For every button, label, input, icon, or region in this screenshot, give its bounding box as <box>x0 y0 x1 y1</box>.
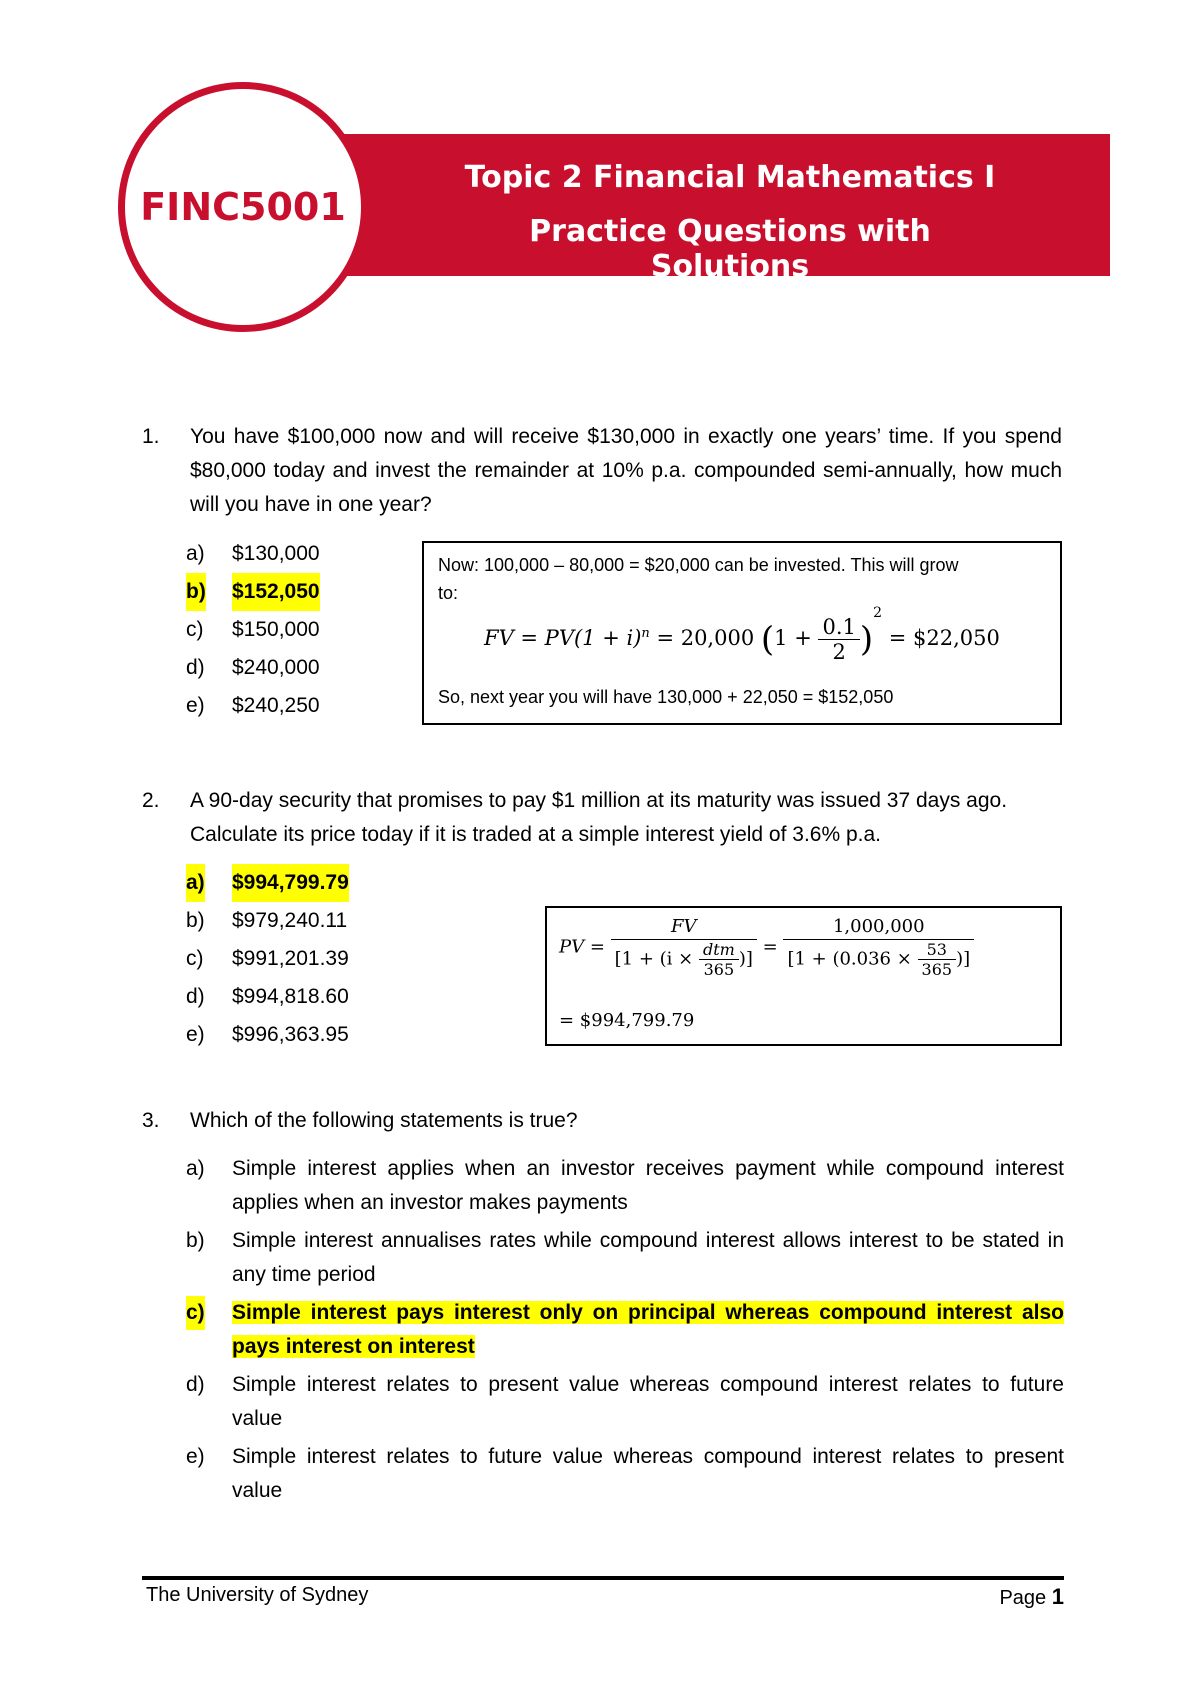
option-label: c) <box>186 947 204 970</box>
formula-part: )] <box>738 948 753 970</box>
question-number: 3. <box>142 1109 160 1132</box>
option-value: $240,250 <box>232 694 320 717</box>
solution-text: Now: 100,000 – 80,000 = $20,000 can be invested. This will grow <box>438 555 959 575</box>
numerator: 1,000,000 <box>783 916 974 940</box>
numerator: dtm <box>702 940 735 959</box>
formula-result: = $22,050 <box>882 626 1000 650</box>
option-label: d) <box>186 656 205 679</box>
question-3 <box>142 1104 1062 1138</box>
option-label: c) <box>186 1296 205 1330</box>
option-value: $994,799.79 <box>232 864 349 902</box>
option-label: c) <box>186 618 204 641</box>
option-value: Simple interest pays interest only on principal whereas compound interest also pays interest on interest <box>232 1301 1064 1358</box>
pv-formula <box>559 916 974 979</box>
fraction <box>783 916 974 979</box>
formula-result: = $994,799.79 <box>559 1010 695 1031</box>
option-value: $996,363.95 <box>232 1023 349 1046</box>
formula-part: = <box>762 936 778 958</box>
formula-part: [1 + (0.036 × <box>787 948 912 970</box>
fraction <box>699 940 739 979</box>
option-value: $130,000 <box>232 542 320 565</box>
denominator: 365 <box>921 960 953 979</box>
option-label: b) <box>186 1229 205 1252</box>
option-value: Simple interest relates to future value whereas compound interest relates to present value <box>232 1445 1064 1502</box>
option-value: $991,201.39 <box>232 947 349 970</box>
formula-part: 2 <box>873 605 883 621</box>
option-value: $152,050 <box>232 573 320 611</box>
option-label: e) <box>186 1445 205 1468</box>
question-number: 2. <box>142 789 160 812</box>
solution-text: So, next year you will have 130,000 + 22,050 = $152,050 <box>438 687 894 707</box>
option-label: a) <box>186 864 205 902</box>
formula-part: n <box>641 626 650 641</box>
question-3-options <box>186 1152 1064 1512</box>
question-stem: A 90-day security that promises to pay $1 million at its maturity was issued 37 days ago. Calculate its price today if it is traded at a simple interest yield of 3.6% p.a. <box>190 789 1008 846</box>
option-value: $979,240.11 <box>232 909 348 932</box>
page-number <box>999 1584 1064 1610</box>
question-number: 1. <box>142 425 160 448</box>
option-label: b) <box>186 573 206 611</box>
question-stem: Which of the following statements is true? <box>190 1109 578 1132</box>
question-1 <box>142 420 1062 522</box>
option-label: b) <box>186 909 205 932</box>
solution-box-1 <box>422 541 1062 725</box>
formula-part: = 20,000 <box>649 626 755 650</box>
option-label: e) <box>186 1023 205 1046</box>
formula-part: [1 + (i × <box>614 948 694 970</box>
option-c-correct <box>186 1296 1064 1364</box>
denominator: 365 <box>703 960 735 979</box>
formula-part: PV = <box>559 936 605 958</box>
option-value: Simple interest annualises rates while compound interest allows interest to be stated in any time period <box>232 1229 1064 1286</box>
option-b <box>186 1224 1064 1292</box>
page-label: Page <box>999 1587 1047 1609</box>
page-number-value: 1 <box>1051 1584 1064 1609</box>
title-line-2: Practice Questions with Solutions <box>529 214 931 284</box>
option-value: $150,000 <box>232 618 320 641</box>
option-label: d) <box>186 985 205 1008</box>
numerator: 0.1 <box>818 615 859 640</box>
option-label: e) <box>186 694 205 717</box>
option-d <box>186 1368 1064 1436</box>
solution-text: to: <box>438 583 459 603</box>
solution-box-2 <box>545 906 1062 1046</box>
option-a <box>186 1152 1064 1220</box>
option-label: a) <box>186 542 205 565</box>
compound-formula: FV = $PV(1 + i)^n = 20,000$ (1 + $\frac{0.1}{2}$ )$^2$ = $22,050 <box>484 605 1000 664</box>
option-e <box>186 1440 1064 1508</box>
question-2 <box>142 784 1062 852</box>
option-value: Simple interest relates to present value whereas compound interest relates to future value <box>232 1373 1064 1430</box>
numerator: FV <box>671 916 697 937</box>
footer-rule <box>142 1576 1064 1580</box>
fraction <box>611 916 757 979</box>
option-value: Simple interest applies when an investor receives payment while compound interest applies when an investor makes payments <box>232 1157 1064 1214</box>
question-stem: You have $100,000 now and will receive $130,000 in exactly one years’ time. If you spend $80,000 today and invest the remainder at 10% p.a. compounded semi-annually, how much will you have in one year? <box>190 425 1062 516</box>
option-value: $994,818.60 <box>232 985 349 1008</box>
formula-part: 1 + <box>774 626 812 650</box>
denominator: 2 <box>832 640 846 664</box>
footer-institution: The University of Sydney <box>146 1584 369 1606</box>
numerator: 53 <box>918 940 957 960</box>
option-label: a) <box>186 1157 205 1180</box>
course-code: FINC5001 <box>140 185 346 229</box>
fraction <box>918 940 957 979</box>
formula-part: )] <box>956 948 971 970</box>
formula-part: FV = PV(1 + i) <box>484 626 642 650</box>
option-label: d) <box>186 1373 205 1396</box>
option-value: $240,000 <box>232 656 320 679</box>
fraction <box>818 615 859 664</box>
title-line-1: Topic 2 Financial Mathematics I <box>464 160 996 195</box>
